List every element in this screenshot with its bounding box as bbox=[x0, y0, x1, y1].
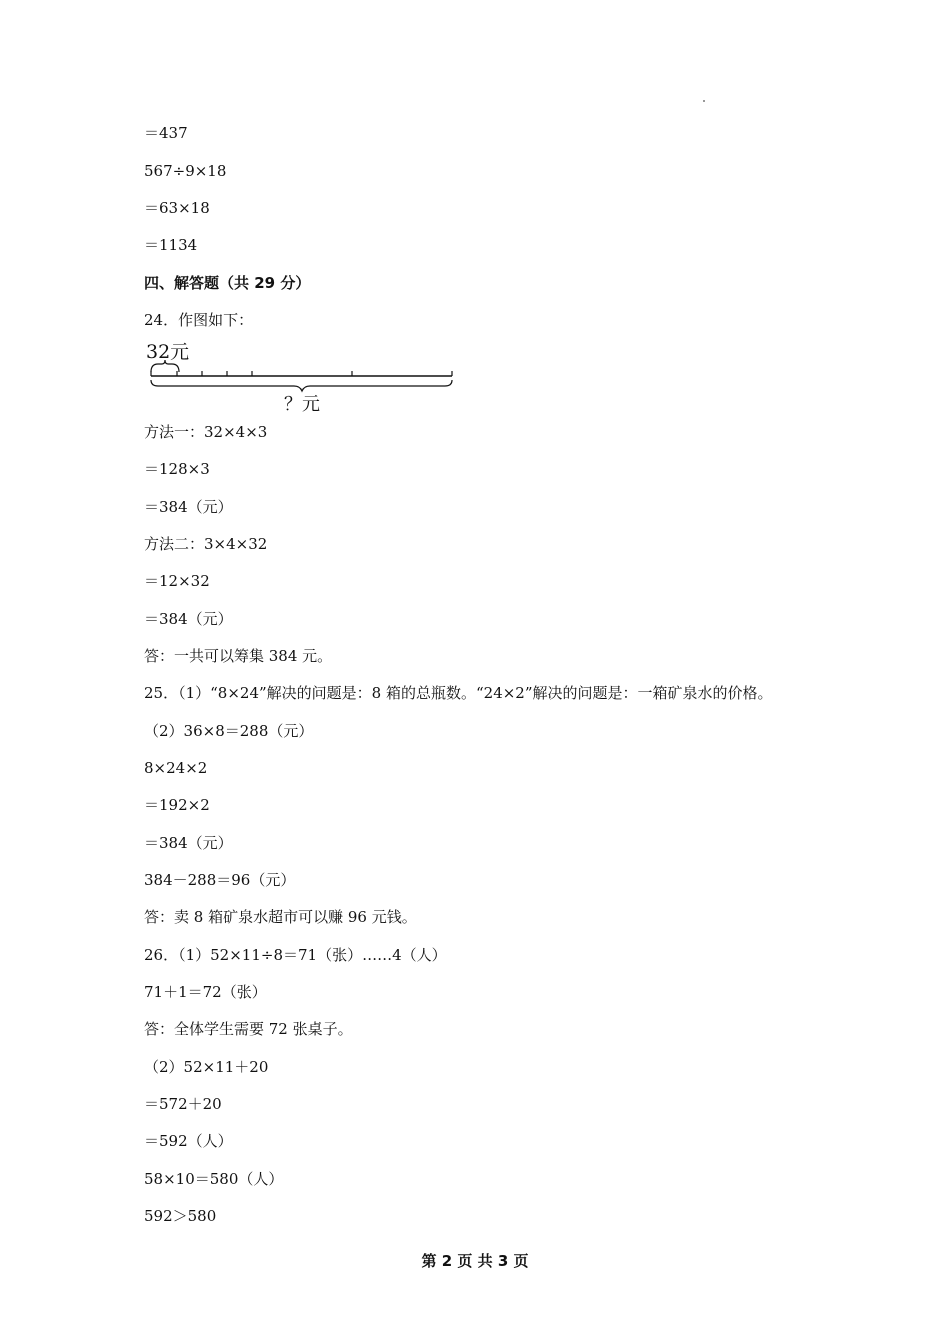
line-16: 8×24×2 bbox=[144, 759, 208, 777]
question-25: 25．（1）“8×24”解决的问题是：8 箱的总瓶数。“24×2”解决的问题是：一箱矿泉水的价格。 bbox=[144, 684, 773, 702]
section-heading: 四、解答题（共 29 分） bbox=[144, 274, 311, 292]
line-25: ＝572＋20 bbox=[144, 1095, 222, 1113]
line-1: ＝437 bbox=[144, 124, 188, 142]
line-24: （2）52×11＋20 bbox=[144, 1058, 269, 1076]
line-15: （2）36×8＝288（元） bbox=[144, 722, 314, 740]
line-9: ＝384（元） bbox=[144, 498, 233, 516]
question-26: 26．（1）52×11÷8＝71（张）……4（人） bbox=[144, 946, 447, 964]
line-8: ＝128×3 bbox=[144, 460, 210, 478]
line-27: 58×10＝580（人） bbox=[144, 1170, 284, 1188]
line-22: 71＋1＝72（张） bbox=[144, 983, 267, 1001]
line-7: 方法一：32×4×3 bbox=[144, 423, 268, 441]
line-segment-diagram bbox=[144, 338, 464, 418]
line-3: ＝63×18 bbox=[144, 199, 210, 217]
line-4: ＝1134 bbox=[144, 236, 198, 254]
line-18: ＝384（元） bbox=[144, 834, 233, 852]
answer-25: 答：卖 8 箱矿泉水超市可以赚 96 元钱。 bbox=[144, 908, 417, 926]
line-28: 592＞580 bbox=[144, 1207, 217, 1225]
bottom-brace bbox=[151, 380, 452, 391]
line-10: 方法二：3×4×32 bbox=[144, 535, 268, 553]
line-12: ＝384（元） bbox=[144, 610, 233, 628]
line-17: ＝192×2 bbox=[144, 796, 210, 814]
line-2: 567÷9×18 bbox=[144, 162, 227, 180]
page-footer: 第 2 页 共 3 页 bbox=[421, 1252, 529, 1270]
line-26: ＝592（人） bbox=[144, 1132, 233, 1150]
line-19: 384－288＝96（元） bbox=[144, 871, 296, 889]
answer-24: 答：一共可以筹集 384 元。 bbox=[144, 647, 333, 665]
answer-26-1: 答：全体学生需要 72 张桌子。 bbox=[144, 1020, 353, 1038]
diagram-top-label: 32元 bbox=[146, 341, 190, 363]
diagram-bottom-label: ？元 bbox=[284, 394, 320, 415]
line-11: ＝12×32 bbox=[144, 572, 210, 590]
stray-mark bbox=[703, 100, 705, 102]
question-24: 24．作图如下： bbox=[144, 311, 254, 329]
